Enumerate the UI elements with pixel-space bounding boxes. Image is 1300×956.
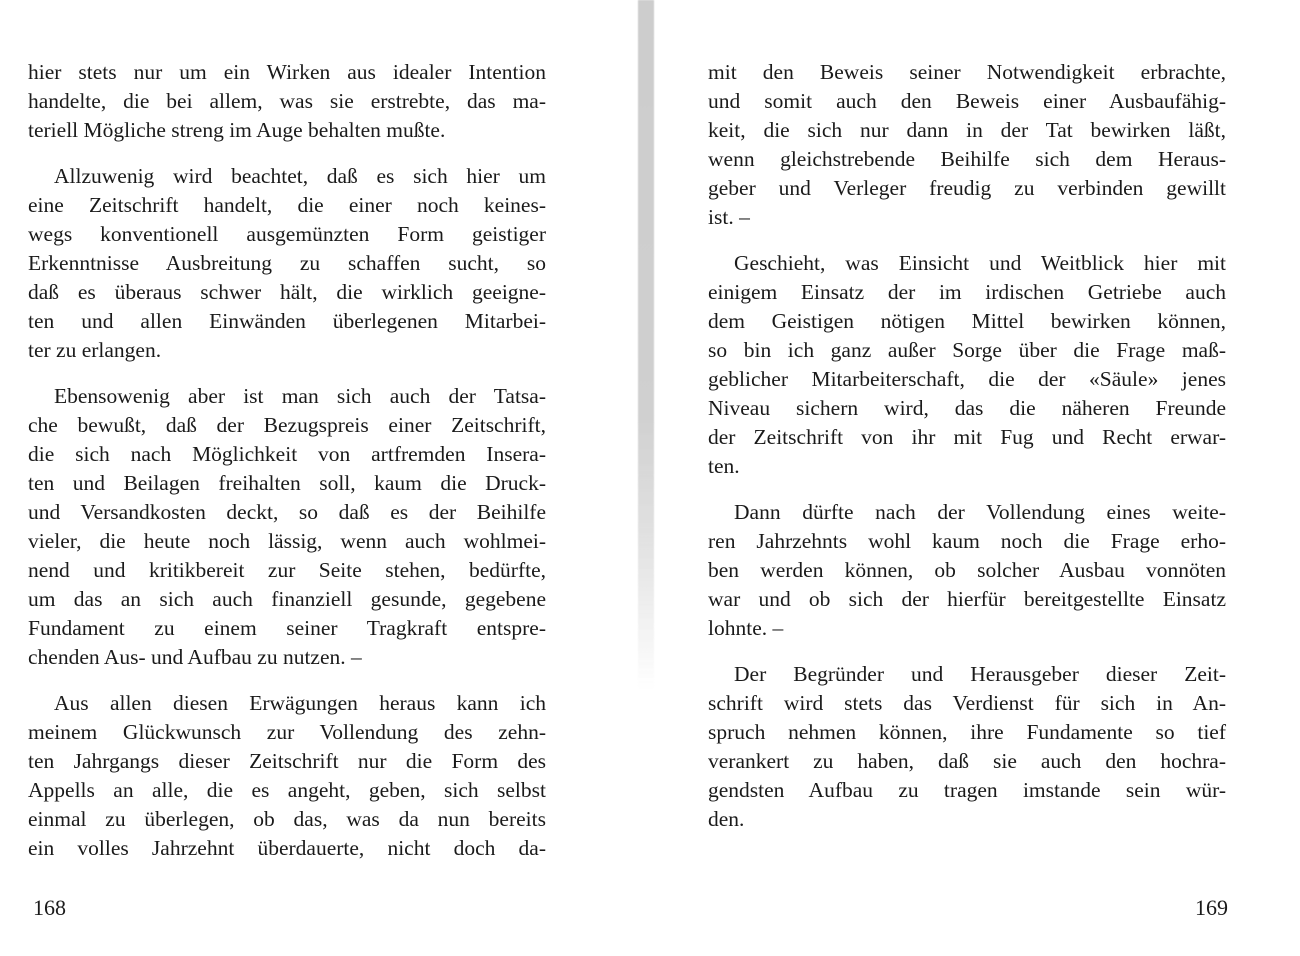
text-line: hier stets nur um ein Wirken aus idealer Intention (28, 60, 546, 84)
right-page-body (708, 58, 1226, 851)
left-page-body (28, 58, 546, 880)
paragraph (708, 660, 1226, 834)
text-line: Dann dürfte nach der Vollendung eines weite- (734, 500, 1226, 524)
paragraph (28, 58, 546, 145)
left-page-number: 168 (33, 895, 66, 920)
text-line: war und ob sich der hierfür bereitgestellte Einsatz (708, 587, 1226, 611)
text-line: lohnte. – (708, 616, 784, 640)
text-line: ten und Beilagen freihalten soll, kaum die Druck- (28, 471, 546, 495)
text-line: nend und kritikbereit zur Seite stehen, bedürfte, (28, 558, 546, 582)
paragraph (708, 498, 1226, 643)
paragraph (28, 382, 546, 672)
text-line: eine Zeitschrift handelt, die einer noch keines- (28, 193, 546, 217)
text-line: ren Jahrzehnts wohl kaum noch die Frage erho- (708, 529, 1226, 553)
text-line: um das an sich auch finanziell gesunde, gegebene (28, 587, 546, 611)
text-line: che bewußt, daß der Bezugspreis einer Zeitschrift, (28, 413, 546, 437)
text-line: ben werden können, ob solcher Ausbau vonnöten (708, 558, 1226, 582)
text-line: einigem Einsatz der im irdischen Getriebe auch (708, 280, 1226, 304)
text-line: Niveau sichern wird, das die näheren Freunde (708, 396, 1226, 420)
text-line: Der Begründer und Herausgeber dieser Zeit- (734, 662, 1226, 686)
text-line: vieler, die heute noch lässig, wenn auch wohlmei- (28, 529, 546, 553)
text-line: ist. – (708, 205, 750, 229)
text-line: verankert zu haben, daß sie auch den hochra- (708, 749, 1226, 773)
text-line: dem Geistigen nötigen Mittel bewirken können, (708, 309, 1226, 333)
paragraph (28, 162, 546, 365)
text-line: wegs konventionell ausgemünzten Form geistiger (28, 222, 546, 246)
text-line: einmal zu überlegen, ob das, was da nun bereits (28, 807, 546, 831)
text-line: so bin ich ganz außer Sorge über die Frage maß- (708, 338, 1226, 362)
book-gutter-shadow (638, 0, 654, 690)
text-line: Appells an alle, die es angeht, geben, sich selbst (28, 778, 546, 802)
text-line: daß es überaus schwer hält, die wirklich geeigne- (28, 280, 546, 304)
text-line: handelte, die bei allem, was sie erstrebte, das ma- (28, 89, 546, 113)
text-line: geber und Verleger freudig zu verbinden gewillt (708, 176, 1226, 200)
text-line: Ebensowenig aber ist man sich auch der Tatsa- (54, 384, 546, 408)
text-line: Fundament zu einem seiner Tragkraft entspre- (28, 616, 546, 640)
paragraph (708, 58, 1226, 232)
text-line: meinem Glückwunsch zur Vollendung des zehn- (28, 720, 546, 744)
text-line: Aus allen diesen Erwägungen heraus kann ich (54, 691, 546, 715)
text-line: der Zeitschrift von ihr mit Fug und Recht erwar- (708, 425, 1226, 449)
text-line: teriell Mögliche streng im Auge behalten mußte. (28, 118, 446, 142)
text-line: Erkenntnisse Ausbreitung zu schaffen sucht, so (28, 251, 546, 275)
text-line: schrift wird stets das Verdienst für sich in An- (708, 691, 1226, 715)
text-line: ten Jahrgangs dieser Zeitschrift nur die Form des (28, 749, 546, 773)
text-line: ten. (708, 454, 740, 478)
paragraph (28, 689, 546, 863)
text-line: gendsten Aufbau zu tragen imstande sein wür- (708, 778, 1226, 802)
text-line: ten und allen Einwänden überlegenen Mitarbei- (28, 309, 546, 333)
text-line: und somit auch den Beweis einer Ausbaufähig- (708, 89, 1226, 113)
text-line: ein volles Jahrzehnt überdauerte, nicht doch da- (28, 836, 546, 860)
text-line: spruch nehmen können, ihre Fundamente so tief (708, 720, 1226, 744)
text-line: keit, die sich nur dann in der Tat bewirken läßt, (708, 118, 1226, 142)
text-line: ter zu erlangen. (28, 338, 162, 362)
text-line: mit den Beweis seiner Notwendigkeit erbrachte, (708, 60, 1226, 84)
text-line: geblicher Mitarbeiterschaft, die der «Säule» jenes (708, 367, 1226, 391)
text-line: und Versandkosten deckt, so daß es der Beihilfe (28, 500, 546, 524)
text-line: die sich nach Möglichkeit von artfremden Insera- (28, 442, 546, 466)
text-line: Allzuwenig wird beachtet, daß es sich hier um (54, 164, 546, 188)
paragraph (708, 249, 1226, 481)
text-line: chenden Aus- und Aufbau zu nutzen. – (28, 645, 362, 669)
text-line: den. (708, 807, 745, 831)
text-line: wenn gleichstrebende Beihilfe sich dem Heraus- (708, 147, 1226, 171)
text-line: Geschieht, was Einsicht und Weitblick hier mit (734, 251, 1226, 275)
right-page-number: 169 (1195, 895, 1228, 920)
